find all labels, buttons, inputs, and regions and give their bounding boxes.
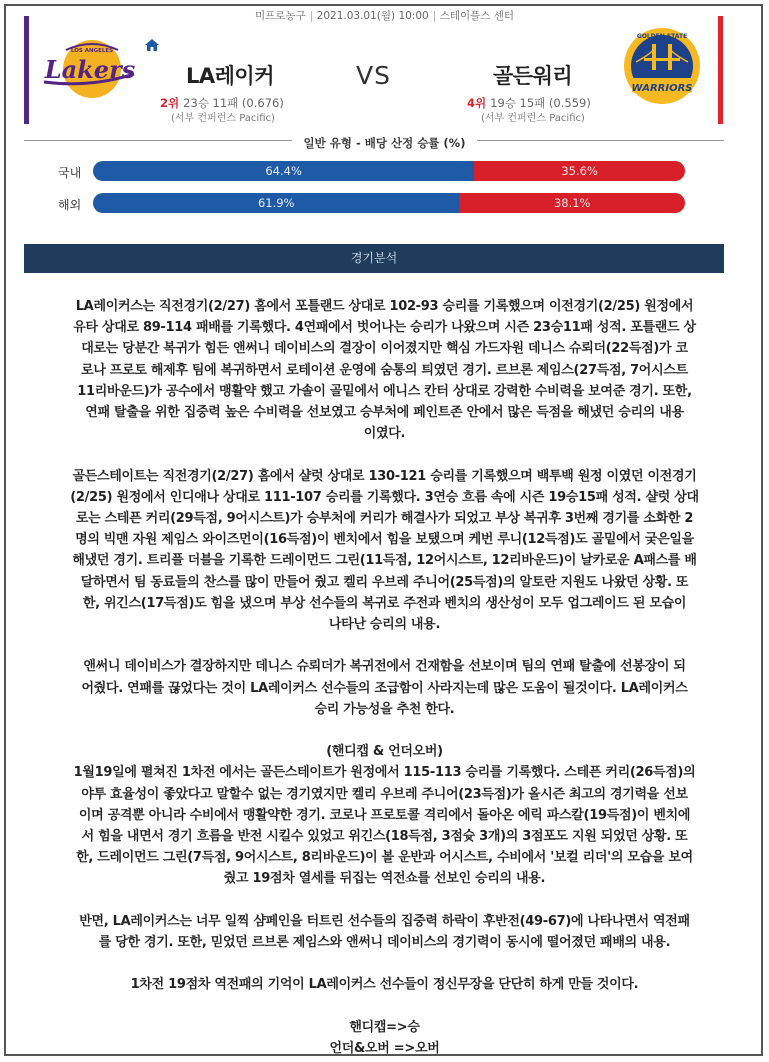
- home-conference: (서부 컨퍼런스 Pacific): [171, 113, 275, 124]
- analysis-line: 이였다.: [363, 426, 406, 442]
- paragraph-gap: [13, 635, 756, 656]
- analysis-line: 한, 위긴스(17득점)도 힘을 냈으며 부상 선수들의 복귀로 주전과 벤치의 생산성이 모두 업그레이드 된 모습이: [82, 595, 687, 611]
- analysis-line: 줬고 19점차 열세를 뒤집는 역전쇼를 선보인 승리의 내용.: [223, 871, 546, 887]
- away-rank: 4위: [467, 96, 487, 110]
- ratio-bar-overseas: [93, 193, 685, 213]
- league-label: 미프로농구: [254, 10, 306, 22]
- home-accent-bar: [24, 16, 29, 124]
- paragraph-gap: [13, 953, 756, 974]
- analysis-line: 로는 스테픈 커리(29득점, 9어시스트)가 승부처에 커리가 해결사가 되었고 부상 복귀후 3번째 경기를 소화한 2: [75, 511, 694, 527]
- analysis-line: 1월19일에 펼쳐진 1차전 에서는 골든스테이트가 원정에서 115-113 승리를 기록했다. 스테픈 커리(26득점)의: [73, 765, 696, 781]
- svg-text:WARRIORS: WARRIORS: [631, 83, 693, 94]
- analysis-article: [13, 296, 756, 1059]
- analysis-line: 앤써니 데이비스가 결장하지만 데니스 슈뢰더가 복귀전에서 건재함을 선보이며 팀의 연패 탈출에 선봉장이 되: [83, 659, 686, 675]
- analysis-line: (핸디캡 & 언더오버): [326, 744, 443, 760]
- away-win-rate-overseas: 38.1%: [459, 193, 685, 213]
- analysis-line: 이며 공격뿐 아니라 수비에서 맹활약한 경기. 코로나 프로토콜 격리에서 돌아온 에릭 파스칼(19득점)이 벤치에: [78, 807, 691, 823]
- analysis-line: 11리바운드)가 공수에서 맹활약 했고 가솔이 골밑에서 에니스 칸터 상대로 강력한 수비력을 보여준 경기. 또한,: [77, 383, 692, 399]
- analysis-line: 달하면서 팀 동료들의 찬스를 많이 만들어 줬고 켈리 우브레 주니어(25득점)의 알토란 지원도 나왔던 상황. 또: [80, 574, 689, 590]
- analysis-line: 를 당한 경기. 또한, 믿었던 르브론 제임스와 앤써니 데이비스의 경기력이 동시에 떨어졌던 패배의 내용.: [98, 935, 671, 951]
- analysis-line: 명의 빅맨 자원 제임스 와이즈먼이(16득점)이 벤치에서 힘을 보탰으며 케번 루니(12득점)도 골밑에서 궂은일을: [75, 532, 694, 548]
- analysis-line: 핸디캡=>승: [349, 1019, 420, 1035]
- away-record-value: 19승 15패 (0.559): [490, 96, 591, 110]
- ratio-label-overseas: 해외: [58, 198, 82, 212]
- analysis-line: LA레이커스는 직전경기(2/27) 홈에서 포틀랜드 상대로 102-93 승리를 기록했으며 이전경기(2/25) 원정에서: [75, 299, 694, 314]
- analysis-line: 대로는 당분간 복귀가 힘든 앤써니 데이비스의 결장이 이어졌지만 핵심 가드자원 데니스 슈뢰더(22득점)가 코: [81, 341, 688, 357]
- analysis-header: 경기분석: [24, 244, 724, 273]
- analysis-line: 한, 드레이먼드 그린(7득점, 9어시스트, 8리바운드)이 볼 운반과 어시스트, 수비에서 '보컬 리더'의 모습을 보여: [76, 850, 693, 866]
- paragraph-gap: [13, 996, 756, 1017]
- home-record-value: 23승 11패 (0.676): [183, 96, 284, 110]
- ratio-bar-domestic: [93, 161, 685, 181]
- analysis-line: 유타 상대로 89-114 패배를 기록했다. 4연패에서 벗어나는 승리가 나왔으며 시즌 23승11패 성적. 포틀랜드 상: [73, 320, 696, 336]
- analysis-line: 1차전 19점차 역전패의 기억이 LA레이커스 선수들이 정신무장을 단단히 하게 만들 것이다.: [130, 977, 639, 993]
- analysis-line: 야투 효율성이 좋았다고 말할수 없는 경기였지만 켈리 우브레 주니어(23득점)가 올시즌 최고의 경기력을 선보: [81, 786, 688, 802]
- vs-label: VS: [356, 61, 391, 90]
- ratio-title: 일반 유형 - 배당 산정 승률 (%): [0, 132, 769, 151]
- analysis-line: 나타난 승리의 내용.: [328, 617, 441, 633]
- away-win-rate-domestic: 35.6%: [474, 161, 685, 181]
- venue-label: 스테이플스 센터: [434, 11, 519, 22]
- analysis-line: 해냈던 경기. 트리플 더블을 기록한 드레이먼드 그린(11득점, 12어시스트, 12리바운드)이 날카로운 A패스를 배: [72, 553, 697, 569]
- svg-text:LOS ANGELES: LOS ANGELES: [70, 48, 114, 54]
- analysis-line: 언더&오버 =>오버: [329, 1041, 440, 1057]
- home-win-rate-domestic: 64.4%: [93, 161, 474, 181]
- away-conference: (서부 컨퍼런스 Pacific): [481, 113, 585, 124]
- analysis-line: 반면, LA레이커스는 너무 일찍 샴페인을 터트린 선수들의 집중력 하락이 후반전(49-67)에 나타나면서 역전패: [79, 913, 690, 929]
- match-datetime: 2021.03.01(월) 10:00: [311, 11, 434, 22]
- analysis-line: 골든스테이트는 직전경기(2/27) 홈에서 샬럿 상대로 130-121 승리를 기록했으며 백투백 원정 이였던 이전경기: [72, 468, 697, 484]
- warriors-logo: [622, 18, 702, 114]
- svg-text:GOLDEN STATE: GOLDEN STATE: [636, 33, 688, 40]
- away-team-name: 골든워리: [493, 64, 573, 88]
- home-team-name: LA레이커: [186, 64, 274, 88]
- ratio-label-domestic: 국내: [58, 166, 82, 180]
- lakers-logo: [40, 38, 136, 100]
- home-team-icon: [144, 38, 160, 52]
- analysis-line: 로나 프로토 해제후 팀에 복귀하면서 로테이션 운영에 숨통의 틔였던 경기. 르브론 제임스(27득점, 7어시스트: [81, 362, 688, 378]
- analysis-line: (2/25) 원정에서 인디애나 상대로 111-107 승리를 기록했다. 3연승 흐름 속에 시즌 19승15패 성적. 샬럿 상대: [70, 489, 699, 505]
- analysis-line: 승리 가능성을 추천 한다.: [314, 701, 455, 717]
- analysis-line: 연패 탈출을 위한 집중력 높은 수비력을 선보였고 승부처에 페인트존 안에서 많은 득점을 해냈던 승리의 내용: [85, 405, 684, 421]
- home-rank: 2위: [160, 96, 180, 110]
- home-win-rate-overseas: 61.9%: [93, 193, 459, 213]
- paragraph-gap: [13, 720, 756, 741]
- paragraph-gap: [13, 444, 756, 465]
- analysis-line: 어줬다. 연패를 끊었다는 것이 LA레이커스 선수들의 조급함이 사라지는데 많은 도움이 될것이다. LA레이커스: [81, 680, 688, 696]
- analysis-line: 서 힘을 내면서 경기 흐름을 반전 시킬수 있었고 위긴스(18득점, 3점슛 3개)의 3점포도 지원 되었던 상황. 또: [81, 829, 688, 845]
- away-accent-bar: [718, 16, 723, 124]
- svg-text:Lakers: Lakers: [44, 55, 136, 84]
- paragraph-gap: [13, 890, 756, 911]
